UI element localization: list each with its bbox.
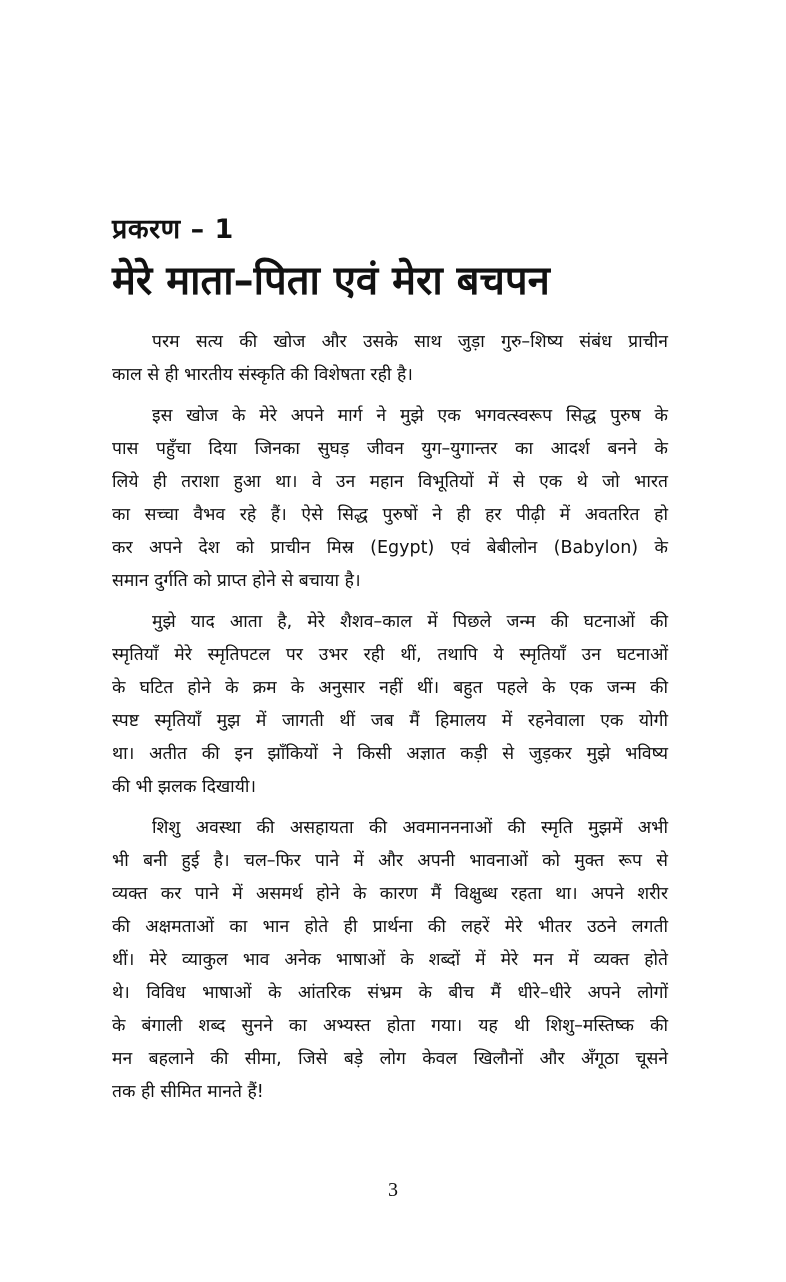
paragraph-line: समान दुर्गति को प्राप्त होने से बचाया है। (112, 571, 361, 591)
paragraph-line: की अक्षमताओं का भान होते ही प्रार्थना की लहरें मेरे भीतर उठने लगती (112, 917, 668, 937)
paragraph-line: स्मृतियाँ मेरे स्मृतिपटल पर उभर रही थीं, तथापि ये स्मृतियाँ उन घटनाओं (112, 645, 668, 665)
paragraph-line: थे। विविध भाषाओं के आंतरिक संभ्रम के बीच मैं धीरे–धीरे अपने लोगों (112, 983, 668, 1003)
paragraph-line: की भी झलक दिखायी। (112, 777, 257, 797)
paragraph-line: परम सत्य की खोज और उसके साथ जुड़ा गुरु–शिष्य संबंध प्राचीन (152, 332, 668, 352)
paragraph-line: थीं। मेरे व्याकुल भाव अनेक भाषाओं के शब्दों में मेरे मन में व्यक्त होते (112, 950, 668, 970)
paragraph-line: के घटित होने के क्रम के अनुसार नहीं थीं। बहुत पहले के एक जन्म की (112, 678, 668, 698)
paragraph-line: के बंगाली शब्द सुनने का अभ्यस्त होता गया। यह थी शिशु–मस्तिष्क की (112, 1016, 668, 1036)
paragraph-line: काल से ही भारतीय संस्कृति की विशेषता रही है। (112, 365, 413, 385)
paragraph-line: इस खोज के मेरे अपने मार्ग ने मुझे एक भगवत्स्वरूप सिद्ध पुरुष के (152, 406, 668, 426)
paragraph-line: मन बहलाने की सीमा, जिसे बड़े लोग केवल खिलौनों और अँगूठा चूसने (112, 1049, 668, 1069)
paragraph-3 (112, 606, 668, 804)
page-number: 3 (388, 1179, 398, 1201)
paragraph-4 (112, 812, 668, 1109)
paragraph-line: स्पष्ट स्मृतियाँ मुझ में जागती थीं जब मैं हिमालय में रहनेवाला एक योगी (112, 711, 668, 731)
paragraph-line: लिये ही तराशा हुआ था। वे उन महान विभूतियों में से एक थे जो भारत (112, 472, 668, 492)
paragraph-line: शिशु अवस्था की असहायता की अवमानननाओं की स्मृति मुझमें अभी (152, 818, 668, 838)
chapter-title: मेरे माता–पिता एवं मेरा बचपन (112, 258, 550, 304)
paragraph-line: मुझे याद आता है, मेरे शैशव–काल में पिछले जन्म की घटनाओं की (152, 612, 668, 632)
paragraph-2 (112, 400, 668, 598)
paragraph-line: व्यक्त कर पाने में असमर्थ होने के कारण मैं विक्षुब्ध रहता था। अपने शरीर (112, 884, 668, 904)
paragraph-line: कर अपने देश को प्राचीन मिस्र (Egypt) एवं बेबीलोन (Babylon) के (112, 538, 668, 558)
paragraph-line: था। अतीत की इन झाँकियों ने किसी अज्ञात कड़ी से जुड़कर मुझे भविष्य (112, 744, 668, 764)
page-content (112, 212, 668, 1117)
paragraph-line: का सच्चा वैभव रहे हैं। ऐसे सिद्ध पुरुषों ने ही हर पीढ़ी में अवतरित हो (112, 505, 668, 525)
chapter-label: प्रकरण – 1 (112, 214, 234, 245)
paragraph-1 (112, 326, 668, 392)
paragraph-line: पास पहुँचा दिया जिनका सुघड़ जीवन युग–युगान्तर का आदर्श बनने के (112, 439, 668, 459)
paragraph-line: भी बनी हुई है। चल–फिर पाने में और अपनी भावनाओं को मुक्त रूप से (112, 851, 668, 871)
paragraph-line: तक ही सीमित मानते हैं! (112, 1082, 264, 1102)
